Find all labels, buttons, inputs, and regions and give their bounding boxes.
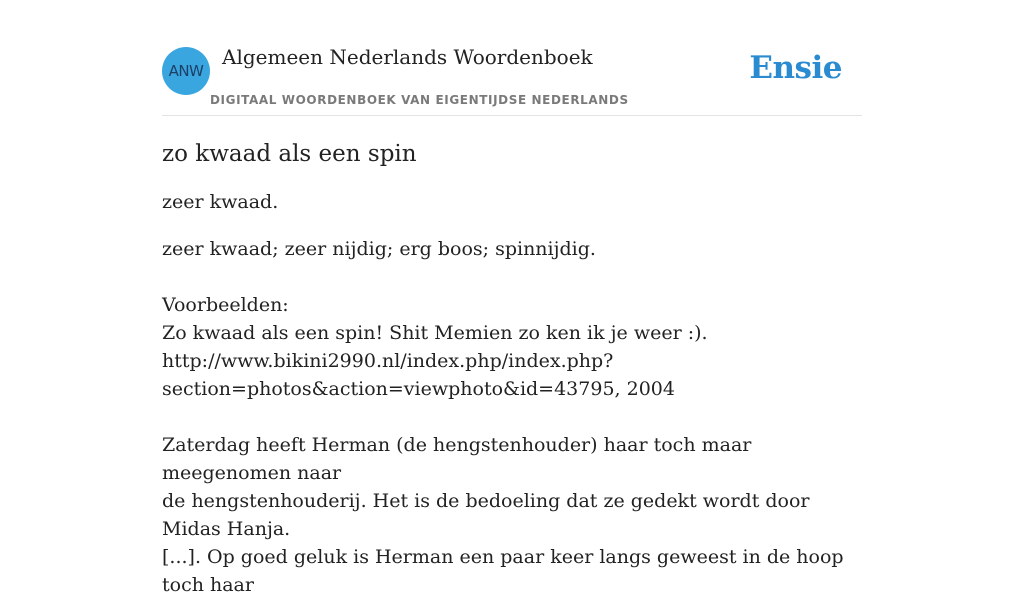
example-quote: Zo kwaad als een spin! Shit Memien zo ken ik je weer :). xyxy=(162,322,708,344)
anw-logo[interactable] xyxy=(162,47,210,95)
example-source-line-2: section=photos&action=viewphoto&id=43795, 2004 xyxy=(162,378,675,400)
logo-text: ANW xyxy=(168,62,204,80)
entry-body xyxy=(162,235,862,599)
examples-heading: Voorbeelden: xyxy=(162,294,289,316)
ensie-logo-link[interactable]: Ensie xyxy=(749,50,842,86)
site-title[interactable]: Algemeen Nederlands Woordenboek xyxy=(222,45,593,69)
example-2-line-3: [...]. Op goed geluk is Herman een paar keer langs geweest in de hoop toch haar xyxy=(162,546,844,596)
entry-definition: zeer kwaad. xyxy=(162,191,279,213)
entry-title: zo kwaad als een spin xyxy=(162,141,417,167)
paragraph-gap xyxy=(162,263,862,291)
entry-content xyxy=(162,138,862,599)
paragraph-gap xyxy=(162,403,862,431)
site-subtitle: DIGITAAL WOORDENBOEK VAN EIGENTIJDSE NEDERLANDS xyxy=(210,93,629,107)
entry-synonyms: zeer kwaad; zeer nijdig; erg boos; spinnijdig. xyxy=(162,238,596,260)
example-source-line-1: http://www.bikini2990.nl/index.php/index.php? xyxy=(162,350,614,372)
example-2-line-2: de hengstenhouderij. Het is de bedoeling dat ze gedekt wordt door Midas Hanja. xyxy=(162,490,810,540)
site-header xyxy=(162,0,862,116)
example-2-line-1: Zaterdag heeft Herman (de hengstenhouder) haar toch maar meegenomen naar xyxy=(162,434,752,484)
